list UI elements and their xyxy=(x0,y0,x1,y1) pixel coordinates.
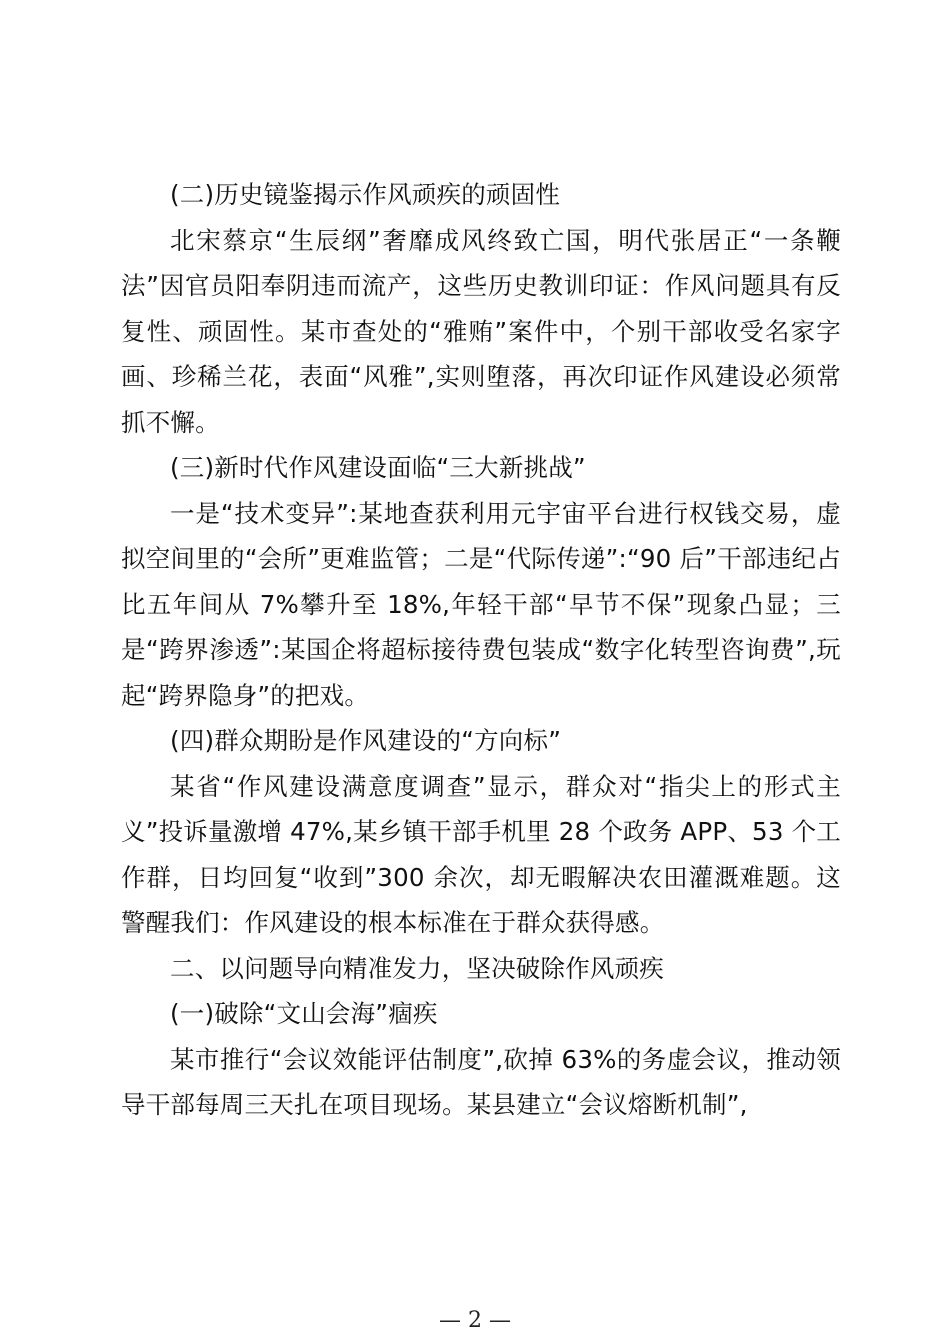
section-heading-4: (四)群众期盼是作风建设的“方向标” xyxy=(170,726,562,755)
body-paragraph: 北宋蔡京“生辰纲”奢靡成风终致亡国，明代张居正“一条鞭法”因官员阳奉阴违而流产，这些历史教训印证：作风问题具有反复性、顽固性。某市查处的“雅贿”案件中，个别干部收受名家字画、珍稀兰花，表面“风雅”,实则堕落，再次印证作风建设必须常抓不懈。 xyxy=(121,225,841,437)
body-paragraph: 某省“作风建设满意度调查”显示，群众对“指尖上的形式主义”投诉量激增 47%,某乡镇干部手机里 28 个政务 APP、53 个工作群，日均回复“收到”300 余次，却无暇解决农田灌溉难题。这警醒我们：作风建设的根本标准在于群众获得感。 xyxy=(121,771,841,937)
body-paragraph: 某市推行“会议效能评估制度”,砍掉 63%的务虚会议，推动领导干部每周三天扎在项目现场。某县建立“会议熔断机制”, xyxy=(121,1044,841,1119)
section-heading-1: (一)破除“文山会海”痼疾 xyxy=(170,999,438,1028)
section-heading-2: (二)历史镜鉴揭示作风顽疾的顽固性 xyxy=(170,180,561,209)
body-paragraph: 一是“技术变异”:某地查获利用元宇宙平台进行权钱交易，虚拟空间里的“会所”更难监管；二是“代际传递”:“90 后”干部违纪占比五年间从 7%攀升至 18%,年轻干部“早节不保”现象凸显；三是“跨界渗透”:某国企将超标接待费包装成“数字化转型咨询费”,玩起“跨界隐身”的把戏。 xyxy=(121,498,841,710)
document-body xyxy=(121,172,841,1128)
page-number: — 2 — xyxy=(439,1308,511,1333)
section-heading-3: (三)新时代作风建设面临“三大新挑战” xyxy=(170,453,586,482)
chapter-heading: 二、以问题导向精准发力，坚决破除作风顽疾 xyxy=(170,953,664,983)
